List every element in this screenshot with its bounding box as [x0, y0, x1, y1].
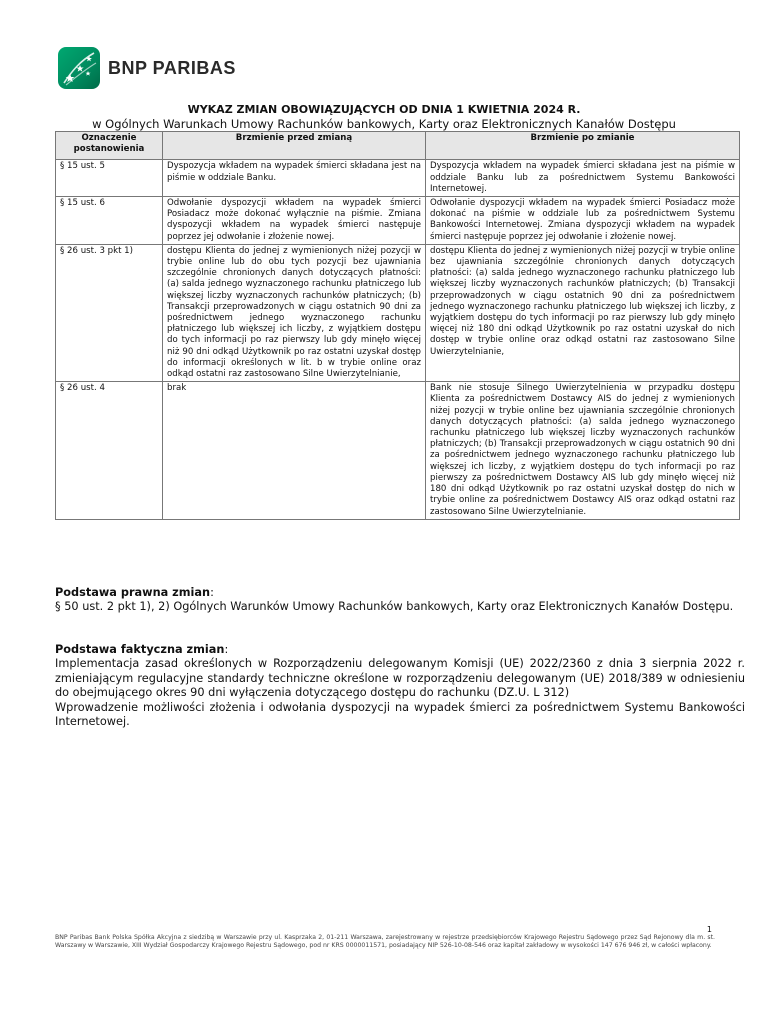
changes-table: [55, 131, 740, 520]
table-row: [56, 160, 740, 197]
cell-before: Odwołanie dyspozycji wkładem na wypadek śmierci Posiadacz może dokonać wyłącznie na piśmie. Zmiana dyspozycji wkładem na wypadek śmierci następuje poprzez jej odwołanie i złożenie nowej.: [163, 197, 426, 245]
table-row: [56, 197, 740, 245]
legal-basis-heading: Podstawa prawna zmian: [55, 586, 211, 599]
factual-basis-para-1: Implementacja zasad określonych w Rozporządzeniu delegowanym Komisji (UE) 2022/2360 z dnia 3 sierpnia 2022 r. zmieniającym regulacyjne standardy techniczne określone w rozporządzeniu delegowanym (UE) 2018/389 w odniesieniu do obejmującego okres 90 dni wyłączenia dotyczącego dostępu do rachunku (DZ.U. L 312): [55, 657, 745, 700]
cell-before: dostępu Klienta do jednej z wymienionych niżej pozycji w trybie online lub do obu tych pozycji bez ujawniania szczególnie chronionych danych dotyczących płatności: (a) salda jednego wyznaczonego rachunku płatniczego lub większej liczby wyznaczonych rachunków płatniczych; (b) Transakcji przeprowadzonych w ciągu ostatnich 90 dni za pośrednictwem jednego wyznaczonego rachunku płatniczego lub większej ich liczby, z wyjątkiem dostępu do tych informacji po raz pierwszy lub gdy minęło więcej niż 90 dni odkąd Użytkownik po raz ostatni uzyskał dostęp do informacji określonych w lit. b w trybie online oraz odkąd ostatni raz zastosowano Silne Uwierzytelnianie,: [163, 244, 426, 381]
cell-id: § 26 ust. 3 pkt 1): [56, 244, 163, 381]
factual-basis-para-2: Wprowadzenie możliwości złożenia i odwołania dyspozycji na wypadek śmierci za pośrednictwem Systemu Bankowości Internetowej.: [55, 700, 745, 729]
table-header-row: [56, 132, 740, 160]
document-title: WYKAZ ZMIAN OBOWIĄZUJĄCYCH OD DNIA 1 KWIETNIA 2024 R.: [187, 103, 581, 116]
document-subtitle: w Ogólnych Warunkach Umowy Rachunków bankowych, Karty oraz Elektronicznych Kanałów Dostępu: [92, 117, 676, 131]
brand-name: BNP PARIBAS: [108, 57, 236, 78]
legal-basis-section: [55, 586, 745, 615]
page-number: 1: [706, 925, 712, 934]
cell-id: § 15 ust. 5: [56, 160, 163, 197]
footer-legal-notice: BNP Paribas Bank Polska Spółka Akcyjna z siedzibą w Warszawie przy ul. Kasprzaka 2, 01-211 Warszawa, zarejestrowany w rejestrze przedsiębiorców Krajowego Rejestru Sądowego przez Sąd Rejonowy dla m. st. Warszawy w Warszawie, XIII Wydział Gospodarczy Krajowego Rejestru Sądowego, pod nr KRS 0000011571, posiadający NIP 526-10-08-546 oraz kapitał zakładowy w wysokości 147 676 946 zł, w całości wpłacony.: [55, 934, 715, 950]
column-header-id: Oznaczenie postanowienia: [56, 132, 163, 160]
cell-after: dostępu Klienta do jednej z wymienionych niżej pozycji w trybie online bez ujawniania szczególnie chronionych danych dotyczących płatności: (a) salda jednego wyznaczonego rachunku płatniczego lub większej liczby wyznaczonych rachunków płatniczych; (b) Transakcji przeprowadzonych w ciągu ostatnich 90 dni za pośrednictwem jednego wyznaczonego rachunku płatniczego lub większej ich liczby, z wyjątkiem dostępu do tych informacji po raz pierwszy lub gdy minęło więcej niż 180 dni odkąd Użytkownik po raz ostatni uzyskał do nich dostęp w trybie online oraz odkąd ostatni raz zastosowano Silne Uwierzytelnianie,: [426, 244, 740, 381]
table-row: [56, 244, 740, 381]
factual-basis-section: [55, 643, 745, 729]
cell-id: § 15 ust. 6: [56, 197, 163, 245]
factual-basis-colon: :: [224, 643, 229, 656]
cell-after: Odwołanie dyspozycji wkładem na wypadek śmierci Posiadacz może dokonać na piśmie w oddziale lub za pośrednictwem Systemu Bankowości Internetowej. Zmiana dyspozycji wkładem na wypadek śmierci następuje poprzez jej odwołanie i złożenie nowej.: [426, 197, 740, 245]
column-header-after: Brzmienie po zmianie: [426, 132, 740, 160]
column-header-before: Brzmienie przed zmianą: [163, 132, 426, 160]
factual-basis-heading: Podstawa faktyczna zmian: [55, 643, 225, 656]
cell-before: brak: [163, 382, 426, 519]
cell-before: Dyspozycja wkładem na wypadek śmierci składana jest na piśmie w oddziale Banku.: [163, 160, 426, 197]
stars-logo-icon: [58, 47, 100, 89]
cell-after: Dyspozycja wkładem na wypadek śmierci składana jest na piśmie w oddziale Banku lub za pośrednictwem Systemu Bankowości Internetowej.: [426, 160, 740, 197]
bnp-paribas-logo: [58, 47, 236, 89]
legal-basis-colon: :: [210, 586, 214, 599]
table-row: [56, 382, 740, 519]
legal-basis-text: § 50 ust. 2 pkt 1), 2) Ogólnych Warunków Umowy Rachunków bankowych, Karty oraz Elektronicznych Kanałów Dostępu.: [55, 600, 734, 614]
cell-after: Bank nie stosuje Silnego Uwierzytelnienia w przypadku dostępu Klienta za pośrednictwem Dostawcy AIS do jednej z wymienionych niżej pozycji w trybie online bez ujawniania szczególnie chronionych danych dotyczących płatności: (a) salda jednego wyznaczonego rachunku płatniczego lub większej liczby wyznaczonych rachunków płatniczych; (b) Transakcji przeprowadzonych w ciągu ostatnich 90 dni za pośrednictwem jednego wyznaczonego rachunku płatniczego lub większej ich liczby, z wyjątkiem dostępu do tych informacji po raz pierwszy za pośrednictwem Dostawcy AIS lub gdy minęło więcej niż 180 dni odkąd Użytkownik po raz ostatni uzyskał dostęp do nich w trybie online za pośrednictwem Dostawcy AIS oraz odkąd ostatni raz zastosowano Silne Uwierzytelnianie.: [426, 382, 740, 519]
cell-id: § 26 ust. 4: [56, 382, 163, 519]
